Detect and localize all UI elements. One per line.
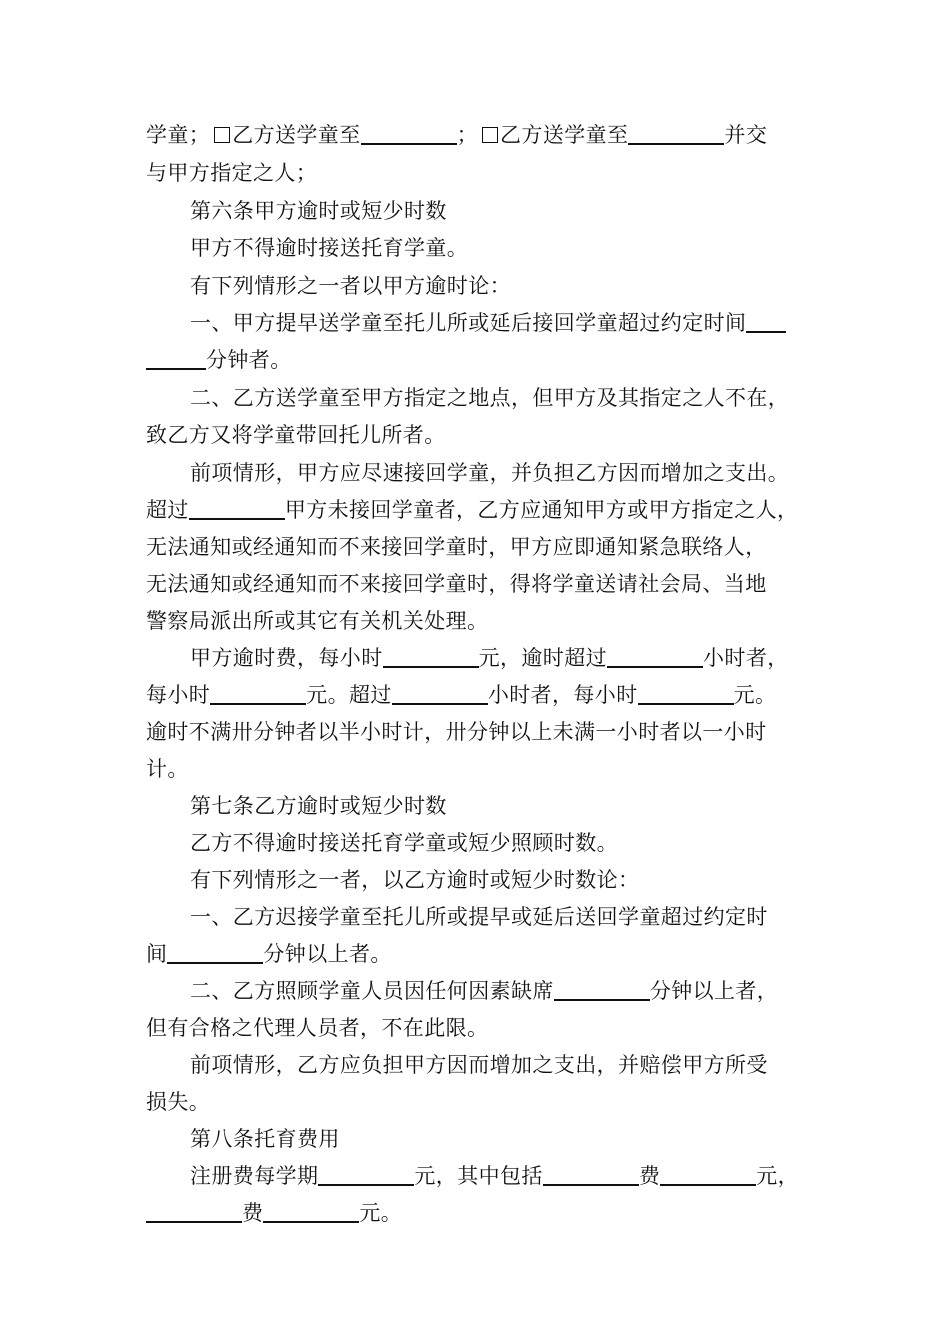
- text-line: 无法通知或经通知而不来接回学童时，甲方应即通知紧急联络人，: [146, 535, 767, 559]
- fill-blank[interactable]: [383, 644, 479, 668]
- text-line: 与甲方指定之人；: [146, 161, 318, 185]
- fill-blank[interactable]: [318, 1162, 414, 1186]
- fill-blank[interactable]: [146, 346, 206, 370]
- text-line: 超过 甲方未接回学童者，乙方应通知甲方或甲方指定之人，: [146, 498, 799, 522]
- fill-blank[interactable]: [660, 1162, 756, 1186]
- text-line: 分钟者。: [146, 345, 826, 377]
- text-line: 甲方不得逾时接送托育学童。: [190, 236, 469, 260]
- text-line: 费 元。: [146, 1198, 826, 1230]
- text-line: 前项情形，乙方应负担甲方因而增加之支出，并赔偿甲方所受: [190, 1053, 768, 1077]
- fill-blank[interactable]: [263, 1199, 359, 1223]
- text-line: 二、乙方送学童至甲方指定之地点，但甲方及其指定之人不在，: [190, 386, 790, 410]
- fill-blank[interactable]: [146, 1199, 242, 1223]
- text-line: 乙方不得逾时接送托育学童或短少照顾时数。: [190, 831, 618, 855]
- text-line: 致乙方又将学童带回托儿所者。: [146, 423, 446, 447]
- text-line: 注册费每学期 元，其中包括 费 元，: [190, 1164, 800, 1188]
- text-line: 警察局派出所或其它有关机关处理。: [146, 609, 489, 633]
- text-line: 学童； 乙方送学童至 ； 乙方送学童至 并交: [146, 123, 768, 147]
- text-line: 但有合格之代理人员者，不在此限。: [146, 1016, 489, 1040]
- fill-blank[interactable]: [167, 940, 263, 964]
- fill-blank[interactable]: [554, 977, 650, 1001]
- text-line: 前项情形，甲方应尽速接回学童，并负担乙方因而增加之支出。: [190, 461, 790, 485]
- text-line: 计。: [146, 757, 189, 781]
- text-line: 一、乙方迟接学童至托儿所或提早或延后送回学童超过约定时: [190, 905, 768, 929]
- text-line: 损失。: [146, 1090, 211, 1114]
- fill-blank[interactable]: [746, 309, 786, 333]
- text-line: 有下列情形之一者以甲方逾时论：: [190, 274, 511, 298]
- fill-blank[interactable]: [628, 121, 724, 145]
- text-line: 甲方逾时费，每小时 元，逾时超过 小时者，: [190, 646, 789, 670]
- fill-blank[interactable]: [638, 681, 734, 705]
- text-line: 二、乙方照顾学童人员因任何因素缺席 分钟以上者，: [190, 979, 779, 1003]
- checkbox-icon[interactable]: [214, 127, 230, 143]
- fill-blank[interactable]: [392, 681, 488, 705]
- article-heading: 第八条托育费用: [190, 1127, 340, 1151]
- fill-blank[interactable]: [210, 681, 306, 705]
- fill-blank[interactable]: [189, 496, 285, 520]
- text-line: 间 分钟以上者。: [146, 942, 392, 966]
- text-line: 每小时 元。超过 小时者，每小时 元。: [146, 683, 777, 707]
- article-heading: 第六条甲方逾时或短少时数: [190, 199, 447, 223]
- checkbox-icon[interactable]: [482, 127, 498, 143]
- text-line: 有下列情形之一者，以乙方逾时或短少时数论：: [190, 868, 640, 892]
- text-line: 逾时不满卅分钟者以半小时计，卅分钟以上未满一小时者以一小时: [146, 720, 767, 744]
- fill-blank[interactable]: [607, 644, 703, 668]
- article-heading: 第七条乙方逾时或短少时数: [190, 794, 447, 818]
- fill-blank[interactable]: [361, 121, 457, 145]
- text-line: 一、甲方提早送学童至托儿所或延后接回学童超过约定时间: [190, 308, 826, 340]
- fill-blank[interactable]: [543, 1162, 639, 1186]
- text-line: 无法通知或经通知而不来接回学童时，得将学童送请社会局、当地: [146, 572, 767, 596]
